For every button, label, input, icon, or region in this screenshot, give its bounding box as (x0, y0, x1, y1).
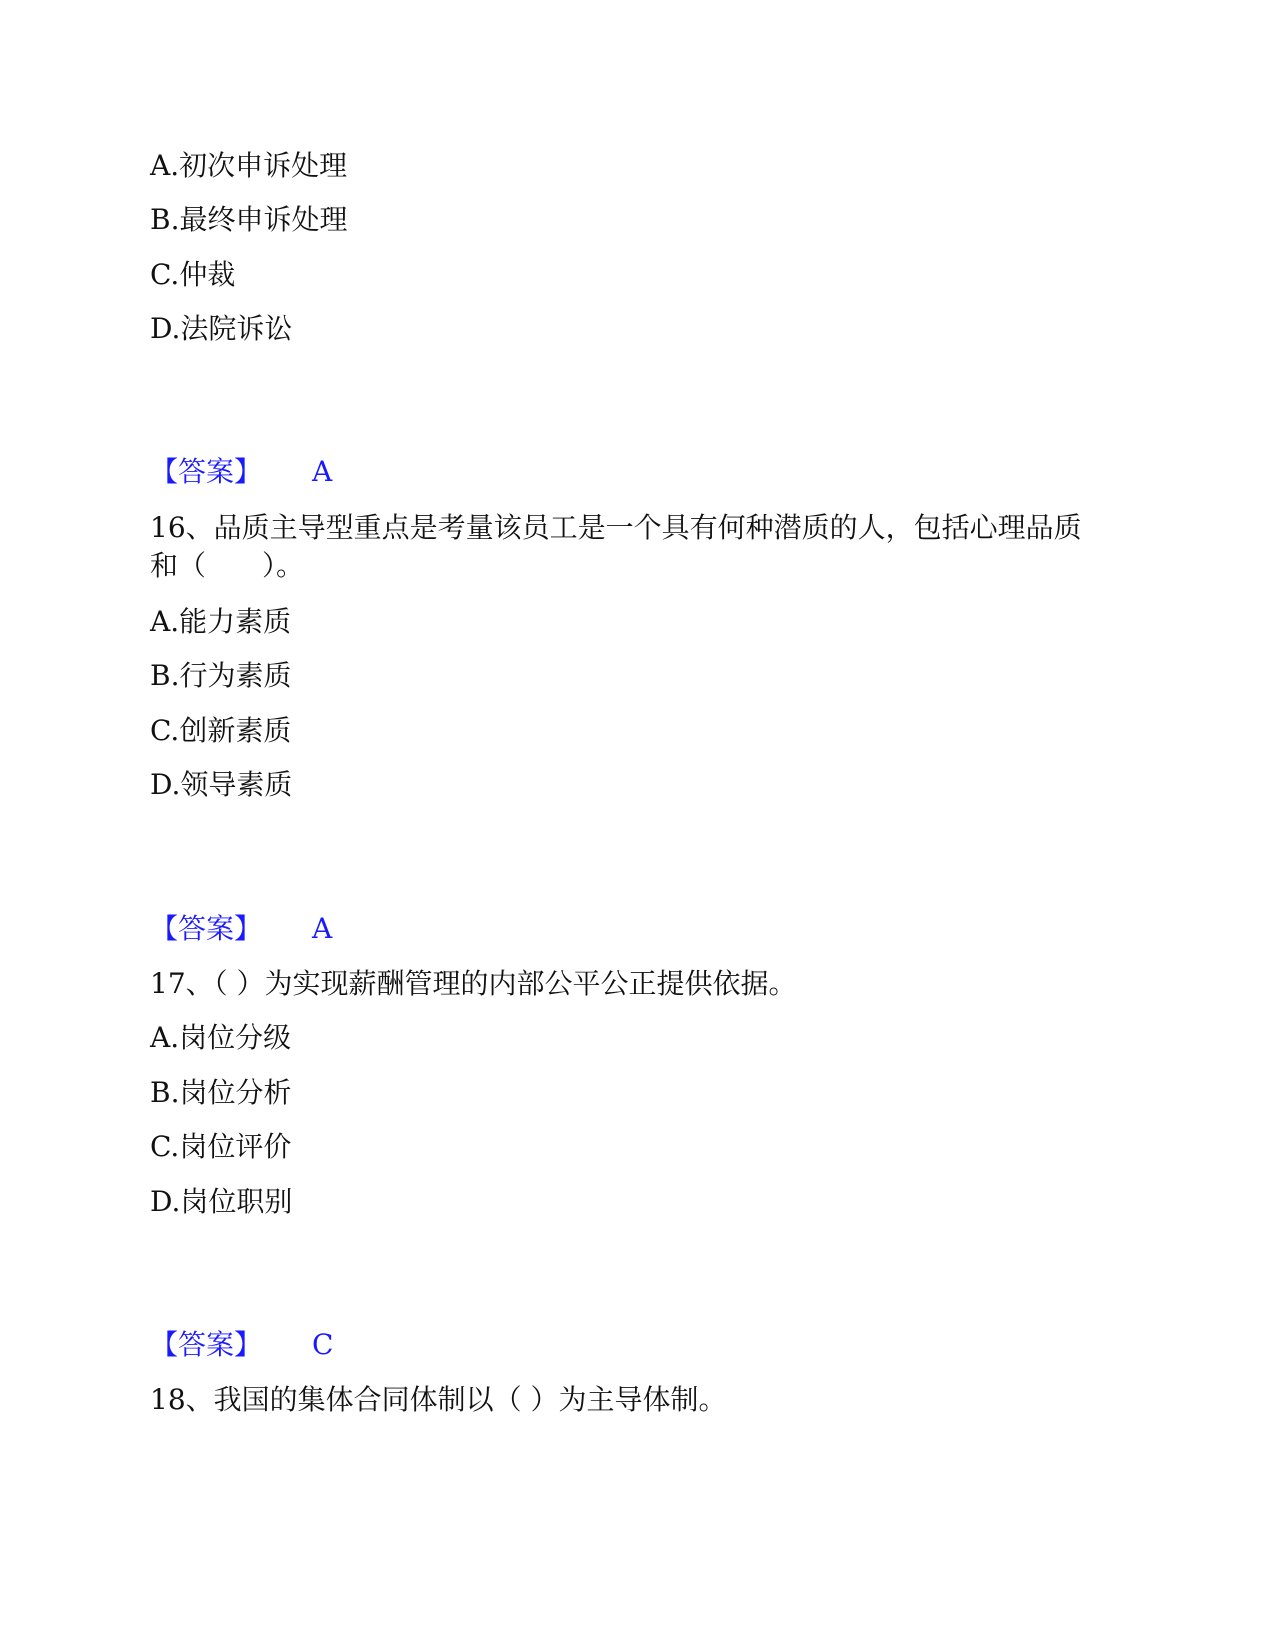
q17-option-d: D.岗位职别 (150, 1185, 293, 1218)
q17-option-b: B.岗位分析 (150, 1076, 292, 1109)
q16-option-b: B.行为素质 (150, 659, 292, 692)
answer-value: C (312, 1328, 334, 1361)
answer-value: A (312, 455, 333, 488)
answer-tag: 【答案】 (150, 1328, 263, 1361)
q15-option-a: A.初次申诉处理 (150, 149, 348, 182)
answer-tag: 【答案】 (150, 912, 263, 945)
q15-option-d: D.法院诉讼 (150, 312, 293, 345)
answer-tag: 【答案】 (150, 455, 263, 488)
q17-option-c: C.岗位评价 (150, 1130, 292, 1163)
q15-option-b: B.最终申诉处理 (150, 203, 348, 236)
q16-option-c: C.创新素质 (150, 714, 292, 747)
q18-stem: 18、我国的集体合同体制以（ ）为主导体制。 (150, 1383, 727, 1416)
q16-stem-line1: 16、品质主导型重点是考量该员工是一个具有何种潜质的人，包括心理品质 (150, 511, 1082, 544)
q17-stem: 17、（ ）为实现薪酬管理的内部公平公正提供依据。 (150, 967, 797, 1000)
q16-option-a: A.能力素质 (150, 605, 292, 638)
q15-option-c: C.仲裁 (150, 258, 236, 291)
answer-value: A (312, 912, 333, 945)
q16-answer (150, 909, 332, 949)
q16-stem-line2: 和（ ）。 (150, 549, 305, 582)
q17-option-a: A.岗位分级 (150, 1021, 292, 1054)
q15-answer (150, 452, 332, 492)
q17-answer (150, 1325, 333, 1365)
q16-option-d: D.领导素质 (150, 768, 293, 801)
